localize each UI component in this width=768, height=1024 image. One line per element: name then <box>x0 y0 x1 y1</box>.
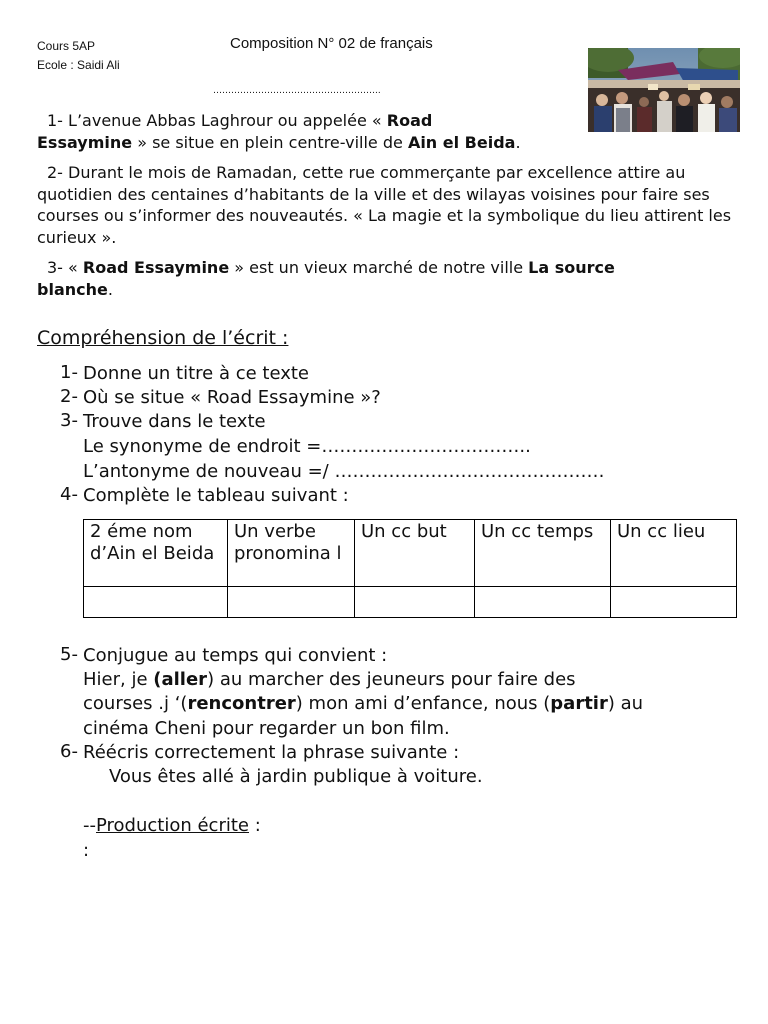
p1-text-d: » se situe en plein centre-ville de <box>132 132 408 152</box>
q5-l2-text-a: courses .j ‘( <box>83 693 188 714</box>
p1-text-f: . <box>515 132 521 152</box>
q4-number: 4- <box>60 484 78 505</box>
p3-bold-blanche: blanche <box>37 279 108 299</box>
answer-table <box>83 519 737 618</box>
question-6-sentence: Vous êtes allé à jardin publique à voiture. <box>109 766 483 787</box>
q5-verb-rencontrer: rencontrer <box>187 693 296 714</box>
table-header-row <box>84 520 737 587</box>
q5-verb-aller: (aller <box>153 669 208 690</box>
paragraph-2: 2- Durant le mois de Ramadan, cette rue commerçante par excellence attire au quotidien des centaines d’habitants de la ville et des wilayas voisines pour faire ses courses ou s’informer des nouveautés. « La magie et la symbolique du lieu attirent les curieux ». <box>37 163 732 247</box>
q5-number: 5- <box>60 644 78 665</box>
table-header-cell: Un verbe pronomina l <box>228 520 355 587</box>
p1-bold-essaymine: Essaymine <box>37 132 133 152</box>
table-header-cell: Un cc temps <box>475 520 611 587</box>
table-answer-cell[interactable] <box>228 587 355 618</box>
question-5-line-2 <box>83 692 643 717</box>
p3-text-c: » est un vieux marché de notre ville <box>229 258 529 277</box>
question-6: Réécris correctement la phrase suivante : <box>83 742 460 763</box>
q5-l1-text-c: ) au marcher des jeuneurs pour faire des <box>207 669 576 690</box>
q6-number: 6- <box>60 741 78 762</box>
paragraph-1 <box>37 110 737 153</box>
p3-text-f: . <box>107 279 113 299</box>
table-header-cell: Un cc but <box>355 520 475 587</box>
q2-number: 2- <box>60 386 78 407</box>
question-5-line-1 <box>83 668 576 693</box>
school-label: Ecole : Saidi Ali <box>37 58 120 72</box>
table-header-cell: Un cc lieu <box>611 520 737 587</box>
question-3-synonym: Le synonyme de endroit =…………………………….. <box>83 436 531 457</box>
table-answer-cell[interactable] <box>475 587 611 618</box>
p1-bold-road: Road <box>386 111 433 130</box>
table-answer-cell[interactable] <box>84 587 228 618</box>
page-title: Composition N° 02 de français <box>230 35 433 52</box>
production-title: Production écrite <box>96 815 249 836</box>
question-3: Trouve dans le texte <box>83 411 266 432</box>
question-4: Complète le tableau suivant : <box>83 485 349 506</box>
production-heading <box>83 814 261 839</box>
q5-l2-text-e: ) au <box>607 693 644 714</box>
p3-bold-road-essaymine: Road Essaymine <box>82 258 230 277</box>
paragraph-3 <box>37 257 737 300</box>
comprehension-heading: Compréhension de l’écrit : <box>37 327 289 349</box>
question-5-line-3: cinéma Cheni pour regarder un bon film. <box>83 718 450 739</box>
question-1: Donne un titre à ce texte <box>83 363 309 384</box>
table-answer-row <box>84 587 737 618</box>
question-5: Conjugue au temps qui convient : <box>83 645 388 666</box>
q1-number: 1- <box>60 362 78 383</box>
table-answer-cell[interactable] <box>355 587 475 618</box>
p3-bold-la-source: La source <box>528 258 615 277</box>
q5-verb-partir: partir <box>550 693 608 714</box>
question-3-antonym: L’antonyme de nouveau =/ ……………………………………… <box>83 461 605 482</box>
q5-l1-text-a: Hier, je <box>83 669 154 690</box>
table-answer-cell[interactable] <box>611 587 737 618</box>
p1-bold-ain-el-beida: Ain el Beida <box>407 132 516 152</box>
p1-text-a: 1- L’avenue Abbas Laghrour ou appelée « <box>47 111 387 130</box>
question-2: Où se situe « Road Essaymine »? <box>83 387 381 408</box>
production-colon: : <box>83 840 90 861</box>
production-suffix: : <box>249 815 261 836</box>
p3-text-a: 3- « <box>47 258 83 277</box>
name-line: ……………………………………………….. <box>213 86 381 96</box>
production-prefix: -- <box>83 815 96 836</box>
q5-l2-text-c: ) mon ami d’enfance, nous ( <box>295 693 551 714</box>
table-header-cell: 2 éme nom d’Ain el Beida <box>84 520 228 587</box>
q3-number: 3- <box>60 410 78 431</box>
course-label: Cours 5AP <box>37 39 96 53</box>
